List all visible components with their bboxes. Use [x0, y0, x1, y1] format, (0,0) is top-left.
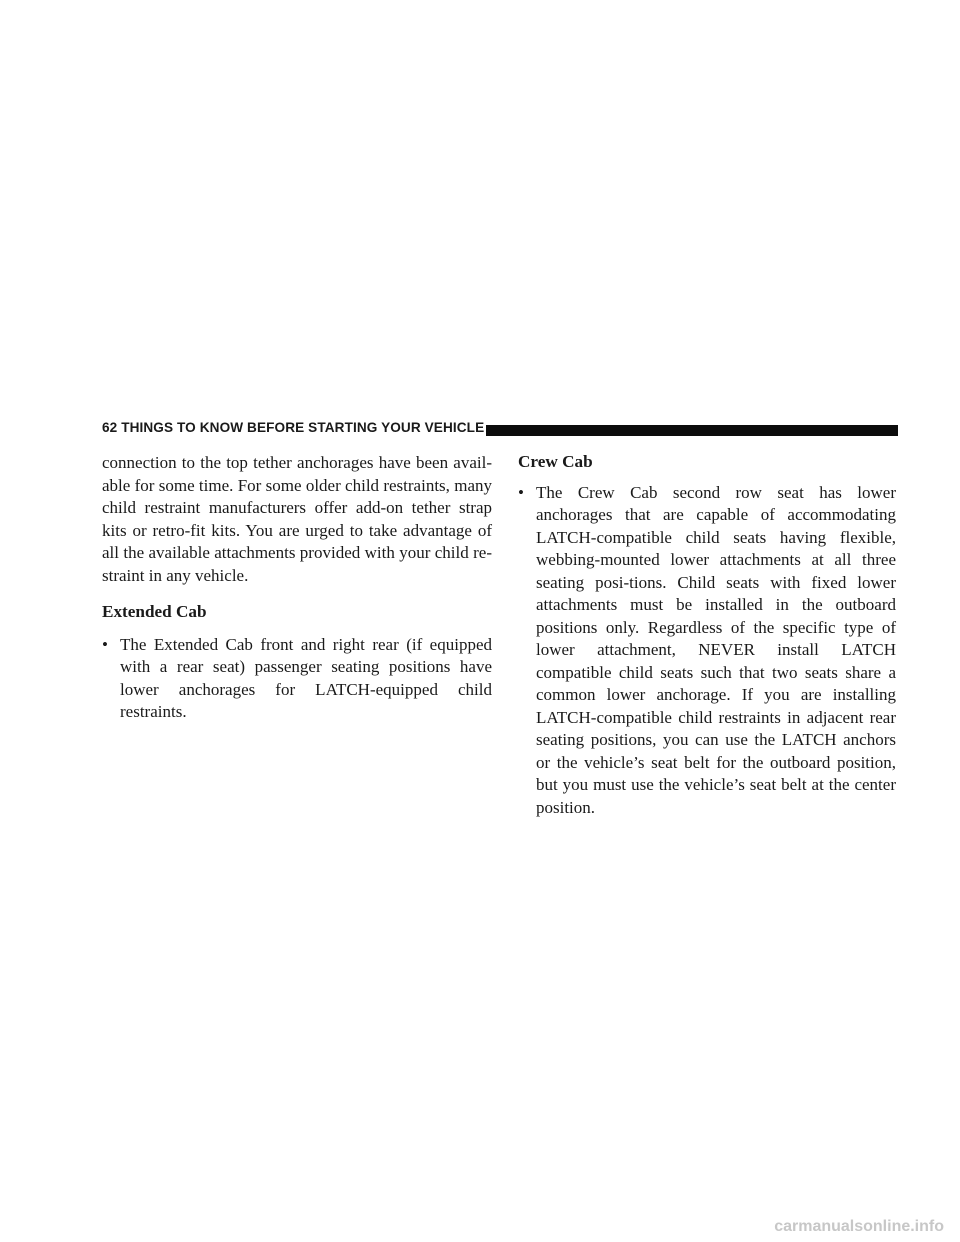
list-item-text: The Extended Cab front and right rear (if equipped with a rear seat) passenger seating positions have lower anchorages for LATCH-equipped child restraints. — [120, 634, 492, 721]
bullet-icon: • — [102, 634, 108, 654]
extended-cab-heading: Extended Cab — [102, 602, 207, 621]
page-header — [102, 418, 898, 440]
intro-paragraph: connection to the top tether anchorages have been avail-able for some time. For some older child restraints, many child restraint manufacturers offer add-on tether strap kits or retro-fit kits. You are urged to take advantage of all the available attachments provided with your child re-straint in any vehicle. — [102, 453, 492, 585]
bullet-icon: • — [518, 482, 524, 502]
list-item-text: The Crew Cab second row seat has lower anchorages that are capable of accommodating LATCH-compatible child seats having flexible, webbing-mounted lower attachments at all three seating posi-tions. Child seats with fixed lower attachments must be installed in the outboard positions only. Regardless of the specific type of lower attachment, NEVER install LATCH compatible child seats such that two seats share a common lower anchorage. If you are installing LATCH-compatible child restraints in adjacent rear seating positions, you can use the LATCH anchors or the vehicle’s seat belt for the outboard position, but you must use the vehicle’s seat belt at the center position. — [536, 482, 896, 817]
left-column — [102, 452, 492, 724]
right-column — [518, 451, 896, 819]
list-item — [102, 634, 492, 724]
list-item — [518, 482, 896, 820]
header-rule-bar — [486, 425, 898, 436]
watermark-link[interactable]: carmanualsonline.info — [774, 1218, 944, 1235]
page-number-and-section-title: 62 THINGS TO KNOW BEFORE STARTING YOUR VEHICLE — [102, 420, 485, 435]
crew-cab-heading: Crew Cab — [518, 452, 593, 471]
